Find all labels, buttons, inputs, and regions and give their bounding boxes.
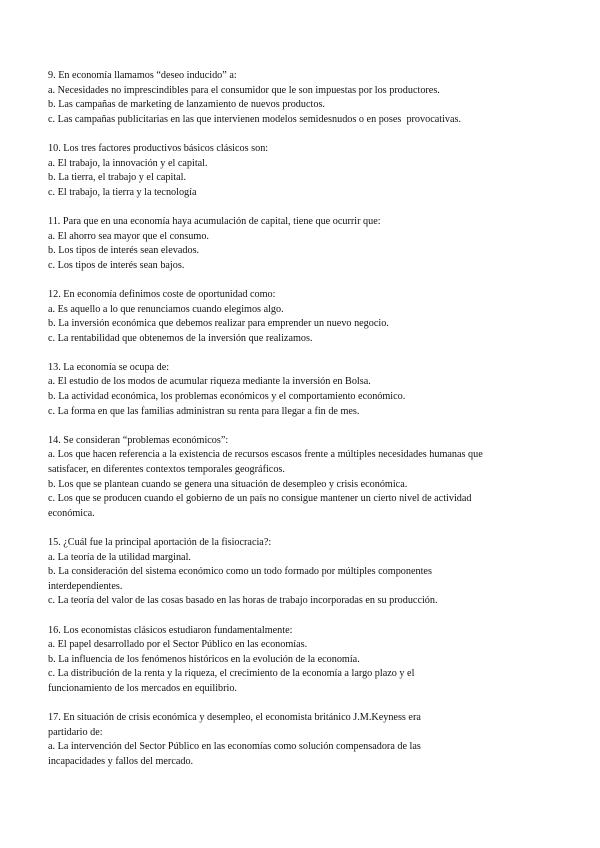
answer-option: a. La intervención del Sector Público en las economías como solución compensadora de las incapacidades y fallos del mercado. [48, 741, 421, 767]
answer-option: a. La teoría de la utilidad marginal. [48, 551, 191, 563]
answer-option: b. Los tipos de interés sean elevados. [48, 245, 200, 257]
answer-option: b. La tierra, el trabajo y el capital. [48, 172, 187, 184]
answer-option: b. La consideración del sistema económico como un todo formado por múltiples componentes interdependientes. [48, 566, 432, 592]
question-block [48, 142, 558, 200]
answer-option: c. Los tipos de interés sean bajos. [48, 259, 185, 271]
answer-option: c. La teoría del valor de las cosas basado en las horas de trabajo incorporadas en su producción. [48, 595, 438, 607]
answer-option: b. La influencia de los fenómenos históricos en la evolución de la economía. [48, 653, 360, 665]
question-block [48, 69, 558, 127]
answer-option: a. Necesidades no imprescindibles para el consumidor que le son impuestas por los productores. [48, 84, 440, 96]
answer-option: a. El estudio de los modos de acumular riqueza mediante la inversión en Bolsa. [48, 376, 371, 388]
question-prompt: 11. Para que en una economía haya acumulación de capital, tiene que ocurrir que: [48, 215, 381, 227]
question-block [48, 536, 558, 609]
answer-option: a. Es aquello a lo que renunciamos cuando elegimos algo. [48, 303, 284, 315]
question-prompt: 17. En situación de crisis económica y desempleo, el economista británico J.M.Keyness era partidario de: [48, 712, 421, 738]
question-block [48, 711, 558, 769]
question-block [48, 361, 558, 419]
answer-option: c. La distribución de la renta y la riqueza, el crecimiento de la economía a largo plazo y el funcionamiento de los mercados en equilibrio. [48, 668, 415, 694]
question-prompt: 16. Los economistas clásicos estudiaron fundamentalmente: [48, 624, 293, 636]
answer-option: b. Las campañas de marketing de lanzamiento de nuevos productos. [48, 99, 325, 111]
answer-option: b. Los que se plantean cuando se genera una situación de desempleo y crisis económica. [48, 478, 408, 490]
answer-option: c. Las campañas publicitarias en las que intervienen modelos semidesnudos o en poses provocativas. [48, 113, 462, 125]
question-block [48, 434, 558, 522]
document-page [48, 69, 558, 784]
question-block [48, 624, 558, 697]
answer-option: a. El papel desarrollado por el Sector Público en las economías. [48, 639, 308, 651]
answer-option: c. La forma en que las familias administran su renta para llegar a fin de mes. [48, 405, 360, 417]
question-prompt: 9. En economía llamamos “deseo inducido” a: [48, 70, 237, 81]
question-prompt: 10. Los tres factores productivos básicos clásicos son: [48, 142, 269, 154]
question-block [48, 215, 558, 273]
answer-option: b. La actividad económica, los problemas económicos y el comportamiento económico. [48, 391, 406, 403]
question-prompt: 12. En economía definimos coste de oportunidad como: [48, 288, 276, 300]
question-block [48, 288, 558, 346]
answer-option: a. Los que hacen referencia a la existencia de recursos escasos frente a múltiples necesidades humanas que satisfacer, en diferentes contextos temporales geográficos. [48, 449, 483, 476]
question-prompt: 13. La economía se ocupa de: [48, 361, 170, 373]
answer-option: c. Los que se producen cuando el gobierno de un país no consigue mantener un cierto nivel de actividad económica. [48, 493, 472, 519]
answer-option: a. El trabajo, la innovación y el capital. [48, 157, 208, 169]
question-prompt: 14. Se consideran “problemas económicos”: [48, 434, 229, 446]
answer-option: b. La inversión económica que debemos realizar para emprender un nuevo negocio. [48, 318, 389, 330]
question-prompt: 15. ¿Cuál fue la principal aportación de la fisiocracia?: [48, 537, 272, 548]
answer-option: a. El ahorro sea mayor que el consumo. [48, 230, 209, 242]
answer-option: c. La rentabilidad que obtenemos de la inversión que realizamos. [48, 332, 313, 344]
answer-option: c. El trabajo, la tierra y la tecnología [48, 186, 197, 198]
